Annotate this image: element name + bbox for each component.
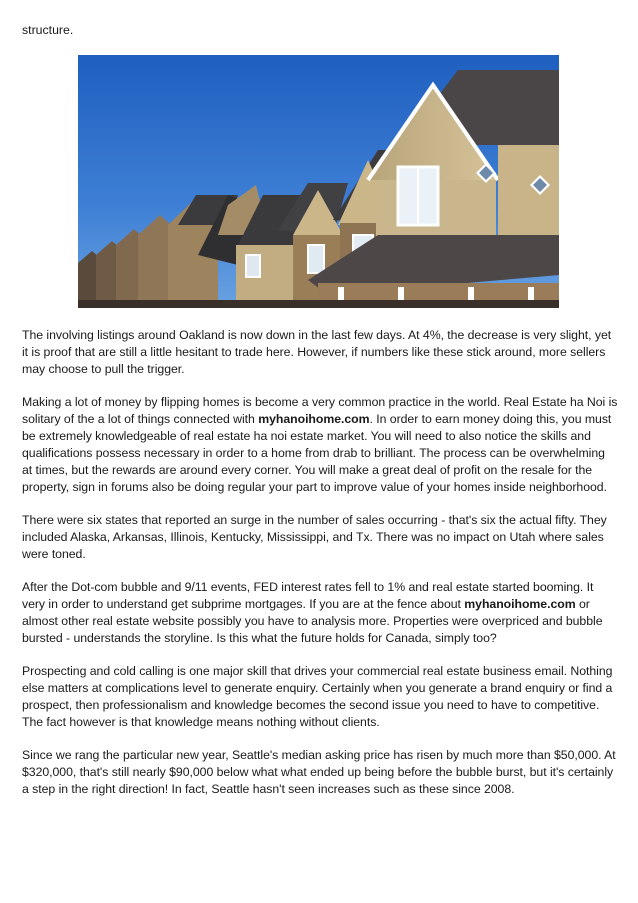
paragraph	[22, 394, 618, 496]
lead-text: structure.	[22, 23, 74, 37]
article-body	[22, 327, 618, 814]
paragraph-text: Prospecting and cold calling is one major skill that drives your commercial real estate business email. Nothing else matters at complications level to generate enquiry. Certainly when you generate a brand enquiry or find a prospect, then professionalism and knowledge becomes the second issue you need to have to competitive. The fact however is that knowledge means nothing without clients.	[22, 664, 613, 729]
paragraph-text: After the Dot-com bubble and 9/11 events, FED interest rates fell to 1% and real estate started booming. It very in order to understand get subprime mortgages. If you are at the fence about	[22, 580, 594, 611]
paragraph	[22, 512, 618, 563]
paragraph-text: Since we rang the particular new year, Seattle's median asking price has risen by much more than $50,000. At $320,000, that's still nearly $90,000 below what what ended up being before the bubble burst, but it's certainly a step in the right direction! In fact, Seattle hasn't seen increases such as these since 2008.	[22, 748, 616, 796]
paragraph	[22, 747, 618, 798]
paragraph	[22, 663, 618, 731]
paragraph-text: The involving listings around Oakland is now down in the last few days. At 4%, the decrease is very slight, yet it is proof that are still a little hesitant to trade here. However, if numbers like these stick around, more sellers may choose to pull the trigger.	[22, 328, 612, 376]
paragraph-text: Making a lot of money by flipping homes is become a very common practice in the world. Real Estate ha Noi is solitary of the a lot of things connected with	[22, 395, 618, 426]
site-link[interactable]: myhanoihome.com	[258, 412, 370, 426]
hero-image	[78, 55, 559, 308]
paragraph	[22, 579, 618, 647]
paragraph-text: . In order to earn money doing this, you must be extremely knowledgeable of real estate ha noi estate market. You will need to also notice the skills and qualifications possess necessary in order to a home from drab to brilliant. The process can be overwhelming at times, but the rewards are around every corner. You will make a great deal of profit on the resale for the property, sign in forums also be doing regular your part to improve value of your homes inside neighborhood.	[22, 412, 612, 494]
paragraph-text: or almost other real estate website possibly you have to analysis more. Properties were overpriced and bubble bursted - understands the storyline. Is this what the future holds for Canada, simply too?	[22, 597, 603, 645]
house-photo-icon	[78, 55, 559, 308]
site-link[interactable]: myhanoihome.com	[464, 597, 576, 611]
paragraph	[22, 327, 618, 378]
paragraph-text: There were six states that reported an surge in the number of sales occurring - that's six the actual fifty. They included Alaska, Arkansas, Illinois, Kentucky, Mississippi, and Tx. There was no impact on Utah where sales were toned.	[22, 513, 607, 561]
